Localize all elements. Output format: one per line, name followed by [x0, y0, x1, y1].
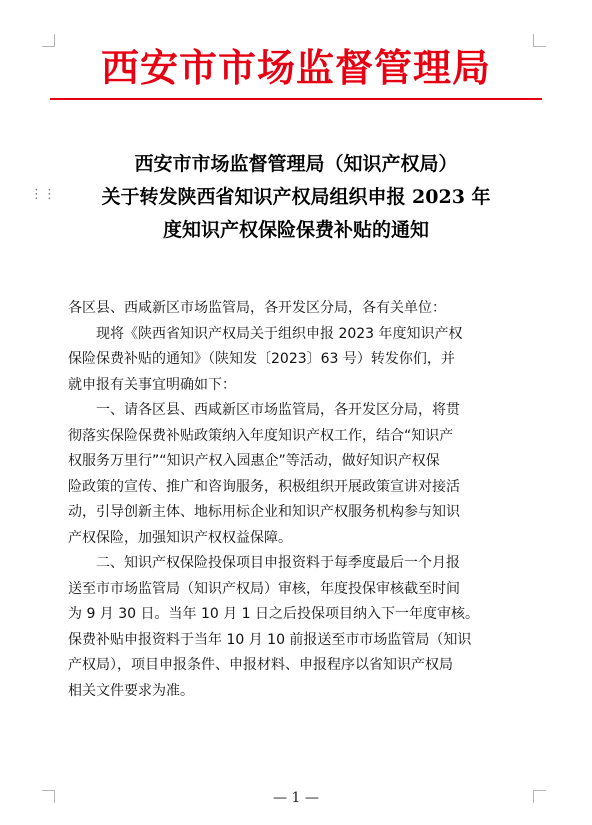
- intro-line-2: 保险保费补贴的通知》（陕知发〔2023〕63 号）转发你们，并: [68, 351, 455, 367]
- item1-line-4: 险政策的宣传、推广和咨询服务，积极组织开展政策宣讲对接活: [68, 478, 460, 495]
- intro-line-1: 现将《陕西省知识产权局关于组织申报 2023 年度知识产权: [96, 325, 463, 342]
- letterhead-rule: [50, 98, 542, 100]
- document-body: [68, 296, 530, 704]
- drag-handle-icon[interactable]: ⋮⋮: [30, 187, 56, 202]
- item1-line-3: 权服务万里行”“知识产权入园惠企”等活动，做好知识产权保: [68, 453, 440, 469]
- item1-line-2: 彻落实保险保费补贴政策纳入年度知识产权工作，结合“知识产: [68, 427, 454, 444]
- page-number: — 1 —: [273, 790, 319, 806]
- item1-line-1: 一、请各区县、西咸新区市场监管局，各开发区分局，将贯: [96, 402, 460, 418]
- title-line-1: 西安市市场监督管理局（知识产权局）: [134, 153, 458, 175]
- item2-line-3: 为 9 月 30 日。当年 10 月 1 日之后投保项目纳入下一年度审核。: [68, 606, 480, 622]
- item2-line-1: 二、知识产权保险投保项目申报资料于每季度最后一个月报: [96, 555, 460, 571]
- item2-line-5: 产权局），项目申报条件、申报材料、申报程序以省知识产权局: [68, 657, 453, 673]
- letterhead-title: 西安市市场监督管理局: [100, 45, 491, 90]
- item2-line-6: 相关文件要求为准。: [68, 682, 194, 699]
- intro-line-3: 就申报有关事宜明确如下：: [68, 376, 236, 393]
- item2-line-4: 保费补贴申报资料于当年 10 月 10 前报送至市市场监管局（知识: [68, 631, 472, 648]
- item1-line-6: 产权保险，加强知识产权权益保障。: [68, 529, 292, 546]
- item2-line-2: 送至市市场监管局（知识产权局）审核，年度投保审核截至时间: [68, 580, 460, 597]
- salutation: 各区县、西咸新区市场监管局，各开发区分局，各有关单位：: [68, 300, 446, 316]
- document-title: [50, 148, 542, 247]
- item1-line-5: 动，引导创新主体、地标用标企业和知识产权服务机构参与知识: [68, 504, 460, 520]
- title-line-3: 度知识产权保险保费补贴的通知: [162, 219, 429, 241]
- title-line-2: 关于转发陕西省知识产权局组织申报 2023 年: [101, 186, 491, 208]
